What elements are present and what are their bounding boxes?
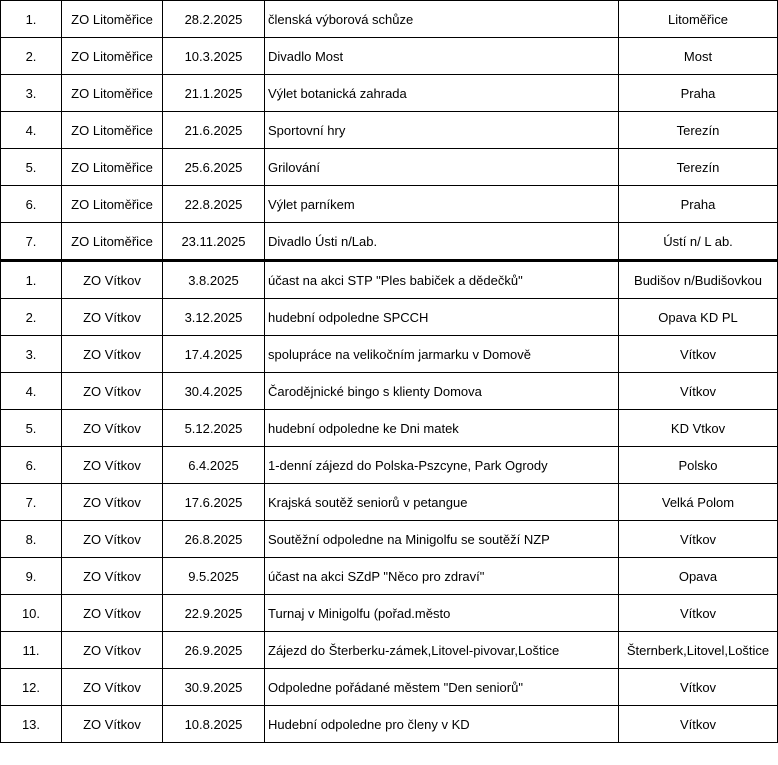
- row-number: 10.: [1, 595, 62, 632]
- row-number: 1.: [1, 1, 62, 38]
- place-cell: Šternberk,Litovel,Loštice: [619, 632, 778, 669]
- event-cell: Grilování: [265, 149, 619, 186]
- date-cell: 26.8.2025: [163, 521, 265, 558]
- event-cell: Výlet parníkem: [265, 186, 619, 223]
- date-cell: 22.9.2025: [163, 595, 265, 632]
- date-cell: 21.6.2025: [163, 112, 265, 149]
- event-cell: hudební odpoledne ke Dni matek: [265, 410, 619, 447]
- place-cell: Praha: [619, 75, 778, 112]
- event-cell: Čarodějnické bingo s klienty Domova: [265, 373, 619, 410]
- table-row: [1, 558, 778, 595]
- event-cell: Odpoledne pořádané městem "Den seniorů": [265, 669, 619, 706]
- row-number: 9.: [1, 558, 62, 595]
- table-row: [1, 299, 778, 336]
- date-cell: 23.11.2025: [163, 223, 265, 261]
- organization-cell: ZO Vítkov: [62, 595, 163, 632]
- row-number: 2.: [1, 38, 62, 75]
- table-row: [1, 595, 778, 632]
- organization-cell: ZO Vítkov: [62, 373, 163, 410]
- date-cell: 21.1.2025: [163, 75, 265, 112]
- event-cell: Turnaj v Minigolfu (pořad.město: [265, 595, 619, 632]
- table-row: [1, 38, 778, 75]
- row-number: 2.: [1, 299, 62, 336]
- organization-cell: ZO Litoměřice: [62, 186, 163, 223]
- place-cell: Opava KD PL: [619, 299, 778, 336]
- event-cell: Divadlo Most: [265, 38, 619, 75]
- date-cell: 17.6.2025: [163, 484, 265, 521]
- place-cell: Vítkov: [619, 521, 778, 558]
- row-number: 5.: [1, 410, 62, 447]
- date-cell: 30.9.2025: [163, 669, 265, 706]
- place-cell: Vítkov: [619, 595, 778, 632]
- event-cell: Zájezd do Šterberku-zámek,Litovel-pivovar,Loštice: [265, 632, 619, 669]
- row-number: 13.: [1, 706, 62, 743]
- date-cell: 3.8.2025: [163, 261, 265, 299]
- date-cell: 26.9.2025: [163, 632, 265, 669]
- date-cell: 9.5.2025: [163, 558, 265, 595]
- event-cell: 1-denní zájezd do Polska-Pszcyne, Park Ogrody: [265, 447, 619, 484]
- event-cell: Soutěžní odpoledne na Minigolfu se soutěží NZP: [265, 521, 619, 558]
- organization-cell: ZO Vítkov: [62, 669, 163, 706]
- table-row: [1, 521, 778, 558]
- event-cell: členská výborová schůze: [265, 1, 619, 38]
- event-cell: hudební odpoledne SPCCH: [265, 299, 619, 336]
- date-cell: 25.6.2025: [163, 149, 265, 186]
- row-number: 7.: [1, 223, 62, 261]
- table-row: [1, 373, 778, 410]
- date-cell: 5.12.2025: [163, 410, 265, 447]
- table-row: [1, 149, 778, 186]
- place-cell: Opava: [619, 558, 778, 595]
- event-cell: Sportovní hry: [265, 112, 619, 149]
- table-row: [1, 1, 778, 38]
- place-cell: Most: [619, 38, 778, 75]
- table-row: [1, 669, 778, 706]
- table-row: [1, 632, 778, 669]
- table-row: [1, 75, 778, 112]
- place-cell: Vítkov: [619, 706, 778, 743]
- event-cell: Krajská soutěž seniorů v petangue: [265, 484, 619, 521]
- table-row: [1, 112, 778, 149]
- place-cell: Vítkov: [619, 336, 778, 373]
- date-cell: 10.8.2025: [163, 706, 265, 743]
- table-row: [1, 410, 778, 447]
- row-number: 6.: [1, 447, 62, 484]
- organization-cell: ZO Vítkov: [62, 632, 163, 669]
- table-row: [1, 186, 778, 223]
- event-cell: účast na akci STP "Ples babiček a dědečků": [265, 261, 619, 299]
- row-number: 3.: [1, 75, 62, 112]
- table-row: [1, 706, 778, 743]
- row-number: 4.: [1, 373, 62, 410]
- row-number: 1.: [1, 261, 62, 299]
- place-cell: Litoměřice: [619, 1, 778, 38]
- place-cell: Terezín: [619, 112, 778, 149]
- table-row: [1, 336, 778, 373]
- place-cell: Terezín: [619, 149, 778, 186]
- place-cell: Velká Polom: [619, 484, 778, 521]
- event-cell: Divadlo Ústi n/Lab.: [265, 223, 619, 261]
- date-cell: 22.8.2025: [163, 186, 265, 223]
- date-cell: 28.2.2025: [163, 1, 265, 38]
- place-cell: Vítkov: [619, 373, 778, 410]
- event-cell: Hudební odpoledne pro členy v KD: [265, 706, 619, 743]
- place-cell: Budišov n/Budišovkou: [619, 261, 778, 299]
- date-cell: 3.12.2025: [163, 299, 265, 336]
- table-row: [1, 484, 778, 521]
- date-cell: 6.4.2025: [163, 447, 265, 484]
- organization-cell: ZO Vítkov: [62, 410, 163, 447]
- row-number: 7.: [1, 484, 62, 521]
- event-cell: Výlet botanická zahrada: [265, 75, 619, 112]
- table-row: [1, 261, 778, 299]
- place-cell: Praha: [619, 186, 778, 223]
- organization-cell: ZO Vítkov: [62, 261, 163, 299]
- organization-cell: ZO Litoměřice: [62, 75, 163, 112]
- place-cell: KD Vtkov: [619, 410, 778, 447]
- row-number: 11.: [1, 632, 62, 669]
- organization-cell: ZO Vítkov: [62, 484, 163, 521]
- organization-cell: ZO Vítkov: [62, 447, 163, 484]
- organization-cell: ZO Vítkov: [62, 706, 163, 743]
- events-table-body: [1, 1, 778, 743]
- event-cell: spolupráce na velikočním jarmarku v Domově: [265, 336, 619, 373]
- row-number: 4.: [1, 112, 62, 149]
- row-number: 6.: [1, 186, 62, 223]
- organization-cell: ZO Vítkov: [62, 521, 163, 558]
- row-number: 12.: [1, 669, 62, 706]
- organization-cell: ZO Litoměřice: [62, 149, 163, 186]
- date-cell: 10.3.2025: [163, 38, 265, 75]
- place-cell: Ústí n/ L ab.: [619, 223, 778, 261]
- event-cell: účast na akci SZdP "Něco pro zdraví": [265, 558, 619, 595]
- table-row: [1, 447, 778, 484]
- date-cell: 17.4.2025: [163, 336, 265, 373]
- organization-cell: ZO Vítkov: [62, 558, 163, 595]
- organization-cell: ZO Vítkov: [62, 336, 163, 373]
- row-number: 5.: [1, 149, 62, 186]
- organization-cell: ZO Litoměřice: [62, 112, 163, 149]
- organization-cell: ZO Vítkov: [62, 299, 163, 336]
- organization-cell: ZO Litoměřice: [62, 1, 163, 38]
- organization-cell: ZO Litoměřice: [62, 38, 163, 75]
- place-cell: Vítkov: [619, 669, 778, 706]
- table-row: [1, 223, 778, 261]
- place-cell: Polsko: [619, 447, 778, 484]
- row-number: 3.: [1, 336, 62, 373]
- date-cell: 30.4.2025: [163, 373, 265, 410]
- organization-cell: ZO Litoměřice: [62, 223, 163, 261]
- row-number: 8.: [1, 521, 62, 558]
